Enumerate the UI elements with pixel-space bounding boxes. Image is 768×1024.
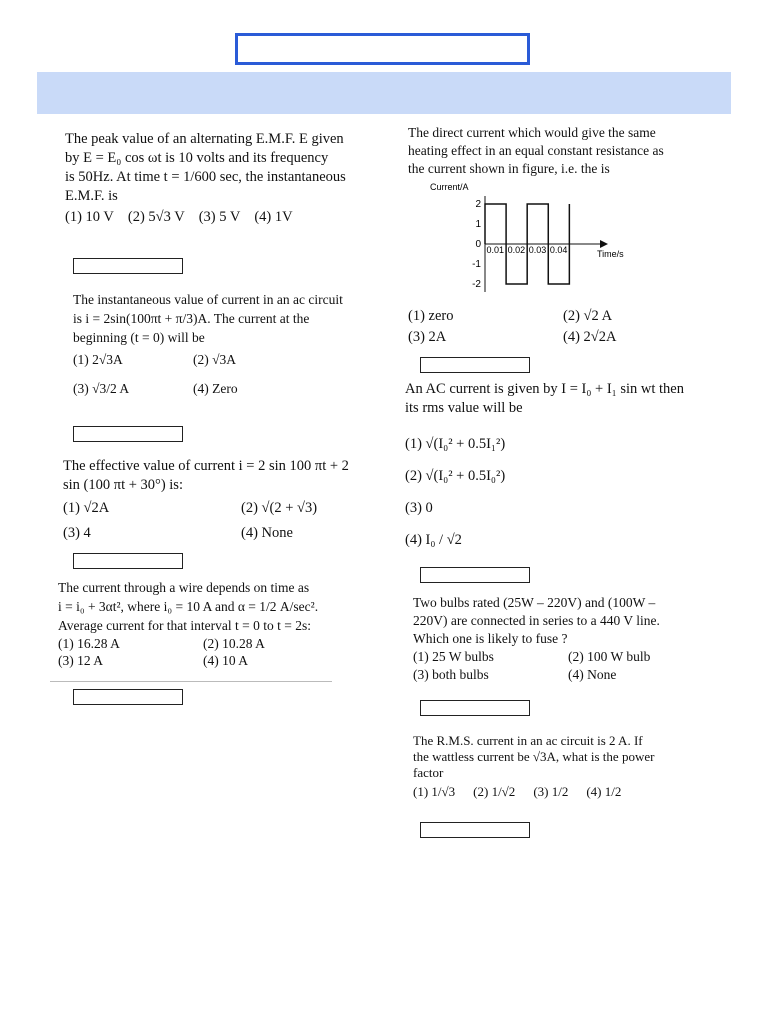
question-text-line: The current through a wire depends on time as: [58, 580, 310, 595]
question-7: [413, 594, 708, 684]
option-3[interactable]: (3) both bulbs: [413, 667, 489, 682]
question-text-line: 220V) are connected in series to a 440 V line.: [413, 613, 660, 628]
option-4[interactable]: (4) None: [568, 667, 617, 682]
question-text-line: is i = 2sin(100πt + π/3)A. The current at the: [73, 311, 310, 326]
question-text-line: E.M.F. is: [65, 188, 118, 204]
answer-box-q6[interactable]: [420, 567, 530, 583]
option-3[interactable]: (3) 2A: [408, 329, 447, 345]
question-text-line: by E = E₀ cos ωt is 10 volts and its frequency: [65, 150, 329, 166]
option-4[interactable]: (4) None: [241, 525, 293, 541]
option-3[interactable]: (3) 12 A: [58, 653, 103, 668]
answer-box-q3[interactable]: [73, 553, 183, 569]
option-2[interactable]: (2) 100 W bulb: [568, 649, 651, 664]
y-tick-label: 2: [475, 199, 481, 210]
question-text-line: An AC current is given by I = I₀ + I₁ sin wt then: [405, 381, 684, 397]
option-2[interactable]: (2) √3A: [193, 352, 237, 367]
options: [73, 350, 353, 398]
answer-box-q5[interactable]: [420, 357, 530, 373]
option-1[interactable]: (1) 25 W bulbs: [413, 649, 494, 664]
question-5: [408, 124, 703, 178]
option-1[interactable]: (1) √(I₀² + 0.5I₁²): [405, 436, 506, 452]
x-tick-label: 0.03: [528, 245, 547, 255]
current-time-chart: [405, 180, 635, 300]
question-3: [63, 457, 358, 543]
options: [58, 635, 333, 669]
option-2[interactable]: (2) √2 A: [563, 308, 613, 324]
option-4[interactable]: (4) 10 A: [203, 653, 248, 668]
option-4[interactable]: (4) 1/2: [586, 784, 622, 799]
question-text-line: the current shown in figure, i.e. the is: [408, 161, 610, 176]
answer-box-q7[interactable]: [420, 700, 530, 716]
header-title-box: [235, 33, 530, 65]
question-2: [73, 290, 353, 398]
question-text-line: is 50Hz. At time t = 1/600 sec, the instantaneous: [65, 169, 346, 185]
y-tick-label: 0: [475, 239, 481, 250]
question-text-line: Average current for that interval t = 0 to t = 2s:: [58, 618, 312, 633]
question-text-line: Two bulbs rated (25W – 220V) and (100W –: [413, 595, 656, 610]
answer-box-q2[interactable]: [73, 426, 183, 442]
question-text-line: The effective value of current i = 2 sin 100 πt + 2: [63, 458, 349, 474]
question-text-line: heating effect in an equal constant resistance as: [408, 143, 664, 158]
option-3[interactable]: (3) 1/2: [533, 784, 569, 799]
answer-box-q1[interactable]: [73, 258, 183, 274]
header-band: [37, 72, 731, 114]
question-text-line: The instantaneous value of current in an ac circuit: [73, 292, 343, 307]
options: [413, 784, 708, 800]
option-3[interactable]: (3) 5 V: [198, 209, 241, 225]
question-text-line: The direct current which would give the same: [408, 125, 656, 140]
y-tick-label: 1: [475, 219, 481, 230]
option-3[interactable]: (3) 4: [63, 525, 91, 541]
question-text-line: its rms value will be: [405, 400, 523, 416]
y-tick-label: -1: [472, 259, 481, 270]
x-tick-label: 0.01: [486, 245, 505, 255]
y-tick-label: -2: [472, 279, 481, 290]
answer-box-q8[interactable]: [420, 822, 530, 838]
option-1[interactable]: (1) √2A: [63, 500, 110, 516]
option-4[interactable]: (4) Zero: [193, 381, 238, 396]
option-3[interactable]: (3) 0: [405, 500, 433, 516]
question-text-line: The R.M.S. current in an ac circuit is 2 A. If: [413, 733, 643, 748]
question-text-line: sin (100 πt + 30°) is:: [63, 477, 183, 493]
x-tick-label: 0.02: [507, 245, 526, 255]
option-1[interactable]: (1) 1/√3: [413, 784, 456, 799]
question-8: [413, 733, 708, 800]
options: [65, 208, 360, 227]
options: [405, 428, 715, 556]
option-1[interactable]: (1) 2√3A: [73, 352, 123, 367]
options: [408, 307, 708, 347]
option-1[interactable]: (1) 16.28 A: [58, 636, 120, 651]
option-3[interactable]: (3) √3/2 A: [73, 381, 130, 396]
option-1[interactable]: (1) 10 V: [65, 209, 114, 225]
question-text-line: i = i₀ + 3αt², where i₀ = 10 A and α = 1/2 A/sec².: [58, 599, 319, 614]
option-2[interactable]: (2) √(2 + √3): [241, 500, 318, 516]
option-2[interactable]: (2) 5√3 V: [127, 209, 185, 225]
question-text-line: Which one is likely to fuse ?: [413, 631, 568, 646]
x-axis-label: Time/s: [597, 249, 624, 259]
question-text-line: The peak value of an alternating E.M.F. E given: [65, 131, 344, 147]
option-2[interactable]: (2) √(I₀² + 0.5I₀²): [405, 468, 506, 484]
question-4: [58, 578, 333, 669]
option-4[interactable]: (4) 1V: [254, 209, 293, 225]
options: [63, 499, 358, 543]
answer-box-q4[interactable]: [73, 689, 183, 705]
option-2[interactable]: (2) 10.28 A: [203, 636, 265, 651]
option-4[interactable]: (4) 2√2A: [563, 329, 617, 345]
question-text-line: factor: [413, 765, 444, 780]
divider: [50, 681, 332, 682]
question-6: [405, 380, 715, 556]
question-text-line: beginning (t = 0) will be: [73, 330, 205, 345]
y-axis-label: Current/A: [430, 182, 469, 192]
option-4[interactable]: (4) I₀ / √2: [405, 532, 462, 548]
question-text-line: the wattless current be √3A, what is the power: [413, 749, 655, 764]
option-2[interactable]: (2) 1/√2: [473, 784, 516, 799]
option-1[interactable]: (1) zero: [408, 308, 454, 324]
x-tick-label: 0.04: [549, 245, 568, 255]
question-1: [65, 130, 360, 227]
options: [413, 648, 708, 684]
x-axis-arrow: [600, 240, 608, 248]
question-5-options: [408, 307, 708, 347]
